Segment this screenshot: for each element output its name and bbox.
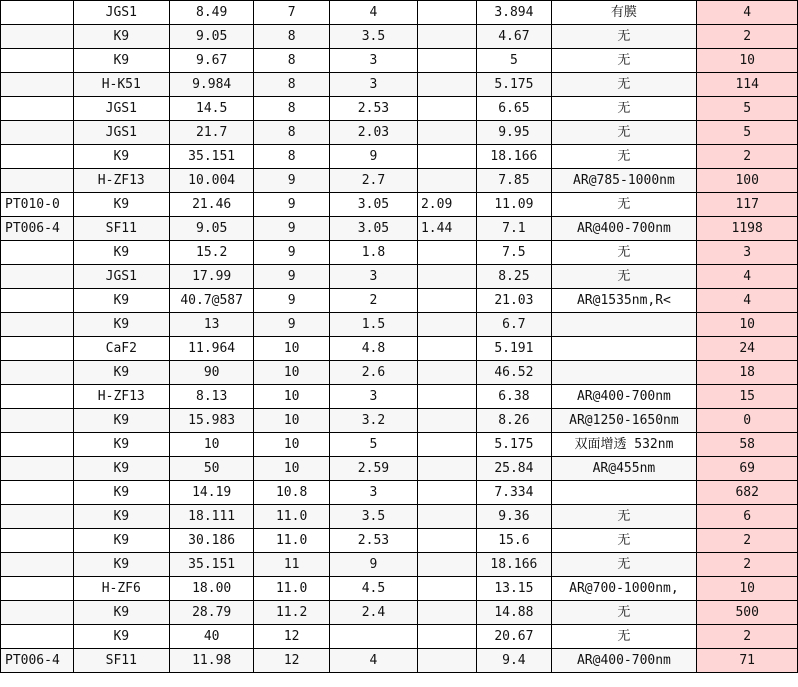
quantity-cell[interactable]: 3	[697, 241, 798, 265]
coating-cell[interactable]: 无	[551, 97, 697, 121]
coating-cell[interactable]: 无	[551, 625, 697, 649]
dimension-cell[interactable]: 9.05	[169, 217, 253, 241]
thickness-cell[interactable]: 2.53	[329, 97, 417, 121]
coating-cell[interactable]	[551, 361, 697, 385]
value-a-cell[interactable]: 12	[254, 649, 330, 673]
table-row[interactable]	[1, 553, 798, 577]
quantity-cell[interactable]: 2	[697, 25, 798, 49]
table-row[interactable]	[1, 313, 798, 337]
part-number-cell[interactable]	[1, 145, 74, 169]
thickness-cell[interactable]: 2.03	[329, 121, 417, 145]
quantity-cell[interactable]: 10	[697, 49, 798, 73]
material-cell[interactable]: K9	[73, 553, 169, 577]
value-b-cell[interactable]	[417, 481, 476, 505]
thickness-cell[interactable]: 3.5	[329, 505, 417, 529]
material-cell[interactable]: K9	[73, 193, 169, 217]
thickness-cell[interactable]: 9	[329, 553, 417, 577]
value-c-cell[interactable]: 20.67	[477, 625, 551, 649]
value-c-cell[interactable]: 5.175	[477, 433, 551, 457]
quantity-cell[interactable]: 682	[697, 481, 798, 505]
value-a-cell[interactable]: 11	[254, 553, 330, 577]
dimension-cell[interactable]: 28.79	[169, 601, 253, 625]
table-row[interactable]	[1, 409, 798, 433]
quantity-cell[interactable]: 500	[697, 601, 798, 625]
value-b-cell[interactable]	[417, 625, 476, 649]
quantity-cell[interactable]: 4	[697, 289, 798, 313]
value-b-cell[interactable]	[417, 313, 476, 337]
thickness-cell[interactable]: 3.05	[329, 217, 417, 241]
value-b-cell[interactable]	[417, 25, 476, 49]
part-number-cell[interactable]	[1, 97, 74, 121]
thickness-cell[interactable]	[329, 625, 417, 649]
quantity-cell[interactable]: 2	[697, 145, 798, 169]
material-cell[interactable]: K9	[73, 529, 169, 553]
value-b-cell[interactable]	[417, 553, 476, 577]
thickness-cell[interactable]: 2	[329, 289, 417, 313]
quantity-cell[interactable]: 15	[697, 385, 798, 409]
value-c-cell[interactable]: 13.15	[477, 577, 551, 601]
dimension-cell[interactable]: 15.2	[169, 241, 253, 265]
part-number-cell[interactable]	[1, 289, 74, 313]
coating-cell[interactable]: AR@400-700nm	[551, 385, 697, 409]
dimension-cell[interactable]: 90	[169, 361, 253, 385]
quantity-cell[interactable]: 58	[697, 433, 798, 457]
coating-cell[interactable]: 无	[551, 121, 697, 145]
value-c-cell[interactable]: 9.4	[477, 649, 551, 673]
quantity-cell[interactable]: 71	[697, 649, 798, 673]
table-row[interactable]	[1, 169, 798, 193]
table-row[interactable]	[1, 625, 798, 649]
value-a-cell[interactable]: 10	[254, 337, 330, 361]
value-c-cell[interactable]: 46.52	[477, 361, 551, 385]
material-cell[interactable]: K9	[73, 481, 169, 505]
coating-cell[interactable]: AR@1535nm,R<	[551, 289, 697, 313]
value-a-cell[interactable]: 8	[254, 121, 330, 145]
table-row[interactable]	[1, 505, 798, 529]
value-b-cell[interactable]	[417, 529, 476, 553]
value-c-cell[interactable]: 9.36	[477, 505, 551, 529]
table-row[interactable]	[1, 385, 798, 409]
material-cell[interactable]: H-ZF13	[73, 385, 169, 409]
table-row[interactable]	[1, 649, 798, 673]
material-cell[interactable]: JGS1	[73, 1, 169, 25]
value-c-cell[interactable]: 4.67	[477, 25, 551, 49]
material-cell[interactable]: SF11	[73, 649, 169, 673]
table-row[interactable]	[1, 265, 798, 289]
value-c-cell[interactable]: 5.175	[477, 73, 551, 97]
dimension-cell[interactable]: 14.5	[169, 97, 253, 121]
value-c-cell[interactable]: 25.84	[477, 457, 551, 481]
quantity-cell[interactable]: 69	[697, 457, 798, 481]
thickness-cell[interactable]: 1.5	[329, 313, 417, 337]
coating-cell[interactable]: 无	[551, 529, 697, 553]
value-b-cell[interactable]	[417, 505, 476, 529]
coating-cell[interactable]: AR@1250-1650nm	[551, 409, 697, 433]
material-cell[interactable]: K9	[73, 409, 169, 433]
dimension-cell[interactable]: 14.19	[169, 481, 253, 505]
coating-cell[interactable]: AR@700-1000nm,	[551, 577, 697, 601]
value-b-cell[interactable]	[417, 457, 476, 481]
value-a-cell[interactable]: 8	[254, 97, 330, 121]
material-cell[interactable]: K9	[73, 433, 169, 457]
value-a-cell[interactable]: 9	[254, 217, 330, 241]
value-a-cell[interactable]: 10	[254, 433, 330, 457]
material-cell[interactable]: K9	[73, 457, 169, 481]
value-c-cell[interactable]: 9.95	[477, 121, 551, 145]
thickness-cell[interactable]: 4	[329, 649, 417, 673]
dimension-cell[interactable]: 11.964	[169, 337, 253, 361]
table-row[interactable]	[1, 481, 798, 505]
table-row[interactable]	[1, 601, 798, 625]
dimension-cell[interactable]: 13	[169, 313, 253, 337]
value-b-cell[interactable]	[417, 577, 476, 601]
part-number-cell[interactable]	[1, 265, 74, 289]
coating-cell[interactable]: 无	[551, 49, 697, 73]
coating-cell[interactable]: AR@400-700nm	[551, 217, 697, 241]
material-cell[interactable]: H-ZF13	[73, 169, 169, 193]
table-row[interactable]	[1, 49, 798, 73]
quantity-cell[interactable]: 5	[697, 97, 798, 121]
part-number-cell[interactable]	[1, 601, 74, 625]
dimension-cell[interactable]: 9.67	[169, 49, 253, 73]
coating-cell[interactable]: 无	[551, 145, 697, 169]
thickness-cell[interactable]: 4.5	[329, 577, 417, 601]
value-b-cell[interactable]	[417, 409, 476, 433]
value-a-cell[interactable]: 8	[254, 49, 330, 73]
table-body	[1, 1, 798, 673]
dimension-cell[interactable]: 35.151	[169, 553, 253, 577]
material-cell[interactable]: K9	[73, 361, 169, 385]
thickness-cell[interactable]: 5	[329, 433, 417, 457]
dimension-cell[interactable]: 15.983	[169, 409, 253, 433]
quantity-cell[interactable]: 0	[697, 409, 798, 433]
value-a-cell[interactable]: 10	[254, 457, 330, 481]
value-a-cell[interactable]: 8	[254, 73, 330, 97]
value-c-cell[interactable]: 7.85	[477, 169, 551, 193]
value-c-cell[interactable]: 11.09	[477, 193, 551, 217]
table-row[interactable]	[1, 577, 798, 601]
part-number-cell[interactable]: PT010-0	[1, 193, 74, 217]
dimension-cell[interactable]: 8.13	[169, 385, 253, 409]
thickness-cell[interactable]: 2.6	[329, 361, 417, 385]
table-row[interactable]	[1, 457, 798, 481]
coating-cell[interactable]: 无	[551, 241, 697, 265]
dimension-cell[interactable]: 21.46	[169, 193, 253, 217]
dimension-cell[interactable]: 17.99	[169, 265, 253, 289]
value-c-cell[interactable]: 8.25	[477, 265, 551, 289]
coating-cell[interactable]: 无	[551, 25, 697, 49]
value-a-cell[interactable]: 9	[254, 241, 330, 265]
value-c-cell[interactable]: 15.6	[477, 529, 551, 553]
quantity-cell[interactable]: 2	[697, 553, 798, 577]
value-b-cell[interactable]	[417, 289, 476, 313]
thickness-cell[interactable]: 3.2	[329, 409, 417, 433]
value-c-cell[interactable]: 7.334	[477, 481, 551, 505]
value-b-cell[interactable]	[417, 145, 476, 169]
part-number-cell[interactable]	[1, 49, 74, 73]
material-cell[interactable]: K9	[73, 49, 169, 73]
material-cell[interactable]: K9	[73, 241, 169, 265]
dimension-cell[interactable]: 9.05	[169, 25, 253, 49]
material-cell[interactable]: K9	[73, 625, 169, 649]
part-number-cell[interactable]	[1, 385, 74, 409]
value-c-cell[interactable]: 21.03	[477, 289, 551, 313]
part-number-cell[interactable]	[1, 625, 74, 649]
part-number-cell[interactable]	[1, 577, 74, 601]
value-c-cell[interactable]: 8.26	[477, 409, 551, 433]
part-number-cell[interactable]: PT006-4	[1, 217, 74, 241]
value-a-cell[interactable]: 10	[254, 385, 330, 409]
thickness-cell[interactable]: 1.8	[329, 241, 417, 265]
value-b-cell[interactable]	[417, 265, 476, 289]
quantity-cell[interactable]: 100	[697, 169, 798, 193]
material-cell[interactable]: H-ZF6	[73, 577, 169, 601]
value-b-cell[interactable]	[417, 49, 476, 73]
material-cell[interactable]: K9	[73, 25, 169, 49]
quantity-cell[interactable]: 114	[697, 73, 798, 97]
dimension-cell[interactable]: 10	[169, 433, 253, 457]
value-a-cell[interactable]: 12	[254, 625, 330, 649]
quantity-cell[interactable]: 4	[697, 265, 798, 289]
coating-cell[interactable]: 无	[551, 505, 697, 529]
quantity-cell[interactable]: 117	[697, 193, 798, 217]
part-number-cell[interactable]	[1, 433, 74, 457]
value-c-cell[interactable]: 7.1	[477, 217, 551, 241]
value-a-cell[interactable]: 10.8	[254, 481, 330, 505]
part-number-cell[interactable]	[1, 505, 74, 529]
thickness-cell[interactable]: 3	[329, 481, 417, 505]
coating-cell[interactable]	[551, 313, 697, 337]
quantity-cell[interactable]: 24	[697, 337, 798, 361]
quantity-cell[interactable]: 4	[697, 1, 798, 25]
quantity-cell[interactable]: 6	[697, 505, 798, 529]
part-number-cell[interactable]: PT006-4	[1, 649, 74, 673]
dimension-cell[interactable]: 8.49	[169, 1, 253, 25]
coating-cell[interactable]: 无	[551, 265, 697, 289]
value-c-cell[interactable]: 7.5	[477, 241, 551, 265]
value-c-cell[interactable]: 6.7	[477, 313, 551, 337]
dimension-cell[interactable]: 11.98	[169, 649, 253, 673]
table-row[interactable]	[1, 97, 798, 121]
thickness-cell[interactable]: 4.8	[329, 337, 417, 361]
value-a-cell[interactable]: 11.2	[254, 601, 330, 625]
thickness-cell[interactable]: 3	[329, 265, 417, 289]
dimension-cell[interactable]: 21.7	[169, 121, 253, 145]
value-c-cell[interactable]: 5	[477, 49, 551, 73]
material-cell[interactable]: K9	[73, 505, 169, 529]
part-number-cell[interactable]	[1, 337, 74, 361]
quantity-cell[interactable]: 10	[697, 577, 798, 601]
value-a-cell[interactable]: 8	[254, 145, 330, 169]
value-b-cell[interactable]	[417, 601, 476, 625]
material-cell[interactable]: K9	[73, 601, 169, 625]
part-number-cell[interactable]	[1, 409, 74, 433]
table-row[interactable]	[1, 1, 798, 25]
value-b-cell[interactable]	[417, 361, 476, 385]
value-a-cell[interactable]: 11.0	[254, 505, 330, 529]
thickness-cell[interactable]: 2.4	[329, 601, 417, 625]
value-a-cell[interactable]: 10	[254, 361, 330, 385]
thickness-cell[interactable]: 2.7	[329, 169, 417, 193]
table-row[interactable]	[1, 241, 798, 265]
value-a-cell[interactable]: 8	[254, 25, 330, 49]
value-b-cell[interactable]	[417, 1, 476, 25]
value-c-cell[interactable]: 6.38	[477, 385, 551, 409]
table-row[interactable]	[1, 73, 798, 97]
dimension-cell[interactable]: 18.00	[169, 577, 253, 601]
value-c-cell[interactable]: 3.894	[477, 1, 551, 25]
part-number-cell[interactable]	[1, 457, 74, 481]
thickness-cell[interactable]: 9	[329, 145, 417, 169]
value-a-cell[interactable]: 9	[254, 313, 330, 337]
dimension-cell[interactable]: 30.186	[169, 529, 253, 553]
quantity-cell[interactable]: 2	[697, 625, 798, 649]
value-c-cell[interactable]: 14.88	[477, 601, 551, 625]
coating-cell[interactable]	[551, 337, 697, 361]
value-c-cell[interactable]: 18.166	[477, 553, 551, 577]
thickness-cell[interactable]: 3.05	[329, 193, 417, 217]
value-a-cell[interactable]: 11.0	[254, 529, 330, 553]
coating-cell[interactable]: 无	[551, 193, 697, 217]
thickness-cell[interactable]: 4	[329, 1, 417, 25]
dimension-cell[interactable]: 40.7@587	[169, 289, 253, 313]
value-b-cell[interactable]	[417, 337, 476, 361]
coating-cell[interactable]: 无	[551, 73, 697, 97]
material-cell[interactable]: JGS1	[73, 265, 169, 289]
dimension-cell[interactable]: 18.111	[169, 505, 253, 529]
part-number-cell[interactable]	[1, 313, 74, 337]
material-cell[interactable]: JGS1	[73, 97, 169, 121]
table-row[interactable]	[1, 25, 798, 49]
thickness-cell[interactable]: 2.59	[329, 457, 417, 481]
thickness-cell[interactable]: 3	[329, 385, 417, 409]
material-cell[interactable]: H-K51	[73, 73, 169, 97]
value-a-cell[interactable]: 9	[254, 265, 330, 289]
material-cell[interactable]: SF11	[73, 217, 169, 241]
quantity-cell[interactable]: 5	[697, 121, 798, 145]
dimension-cell[interactable]: 35.151	[169, 145, 253, 169]
thickness-cell[interactable]: 3.5	[329, 25, 417, 49]
value-c-cell[interactable]: 5.191	[477, 337, 551, 361]
table-row[interactable]	[1, 529, 798, 553]
coating-cell[interactable]: 无	[551, 553, 697, 577]
value-a-cell[interactable]: 10	[254, 409, 330, 433]
value-a-cell[interactable]: 9	[254, 289, 330, 313]
value-b-cell[interactable]	[417, 433, 476, 457]
value-b-cell[interactable]	[417, 169, 476, 193]
table-row[interactable]	[1, 433, 798, 457]
coating-cell[interactable]: 双面增透 532nm	[551, 433, 697, 457]
coating-cell[interactable]: AR@455nm	[551, 457, 697, 481]
table-row[interactable]	[1, 121, 798, 145]
dimension-cell[interactable]: 9.984	[169, 73, 253, 97]
quantity-cell[interactable]: 1198	[697, 217, 798, 241]
material-cell[interactable]: K9	[73, 289, 169, 313]
value-b-cell[interactable]: 2.09	[417, 193, 476, 217]
value-a-cell[interactable]: 7	[254, 1, 330, 25]
part-number-cell[interactable]	[1, 241, 74, 265]
table-row[interactable]	[1, 217, 798, 241]
value-a-cell[interactable]: 9	[254, 193, 330, 217]
part-number-cell[interactable]	[1, 529, 74, 553]
material-cell[interactable]: JGS1	[73, 121, 169, 145]
value-b-cell[interactable]	[417, 241, 476, 265]
coating-cell[interactable]: AR@785-1000nm	[551, 169, 697, 193]
value-b-cell[interactable]	[417, 385, 476, 409]
thickness-cell[interactable]: 3	[329, 49, 417, 73]
value-b-cell[interactable]	[417, 73, 476, 97]
value-b-cell[interactable]	[417, 649, 476, 673]
part-number-cell[interactable]	[1, 1, 74, 25]
value-c-cell[interactable]: 18.166	[477, 145, 551, 169]
coating-cell[interactable]: AR@400-700nm	[551, 649, 697, 673]
table-row[interactable]	[1, 361, 798, 385]
quantity-cell[interactable]: 2	[697, 529, 798, 553]
part-number-cell[interactable]	[1, 553, 74, 577]
part-number-cell[interactable]	[1, 25, 74, 49]
dimension-cell[interactable]: 50	[169, 457, 253, 481]
material-cell[interactable]: K9	[73, 145, 169, 169]
material-cell[interactable]: K9	[73, 313, 169, 337]
table-row[interactable]	[1, 193, 798, 217]
dimension-cell[interactable]: 40	[169, 625, 253, 649]
thickness-cell[interactable]: 2.53	[329, 529, 417, 553]
quantity-cell[interactable]: 18	[697, 361, 798, 385]
table-row[interactable]	[1, 145, 798, 169]
part-number-cell[interactable]	[1, 73, 74, 97]
value-b-cell[interactable]	[417, 121, 476, 145]
dimension-cell[interactable]: 10.004	[169, 169, 253, 193]
value-b-cell[interactable]	[417, 97, 476, 121]
part-number-cell[interactable]	[1, 481, 74, 505]
coating-cell[interactable]: 无	[551, 601, 697, 625]
part-number-cell[interactable]	[1, 361, 74, 385]
coating-cell[interactable]	[551, 481, 697, 505]
value-a-cell[interactable]: 9	[254, 169, 330, 193]
table-row[interactable]	[1, 337, 798, 361]
material-cell[interactable]: CaF2	[73, 337, 169, 361]
value-b-cell[interactable]: 1.44	[417, 217, 476, 241]
quantity-cell[interactable]: 10	[697, 313, 798, 337]
thickness-cell[interactable]: 3	[329, 73, 417, 97]
part-number-cell[interactable]	[1, 121, 74, 145]
table-row[interactable]	[1, 289, 798, 313]
value-c-cell[interactable]: 6.65	[477, 97, 551, 121]
coating-cell[interactable]: 有膜	[551, 1, 697, 25]
value-a-cell[interactable]: 11.0	[254, 577, 330, 601]
part-number-cell[interactable]	[1, 169, 74, 193]
